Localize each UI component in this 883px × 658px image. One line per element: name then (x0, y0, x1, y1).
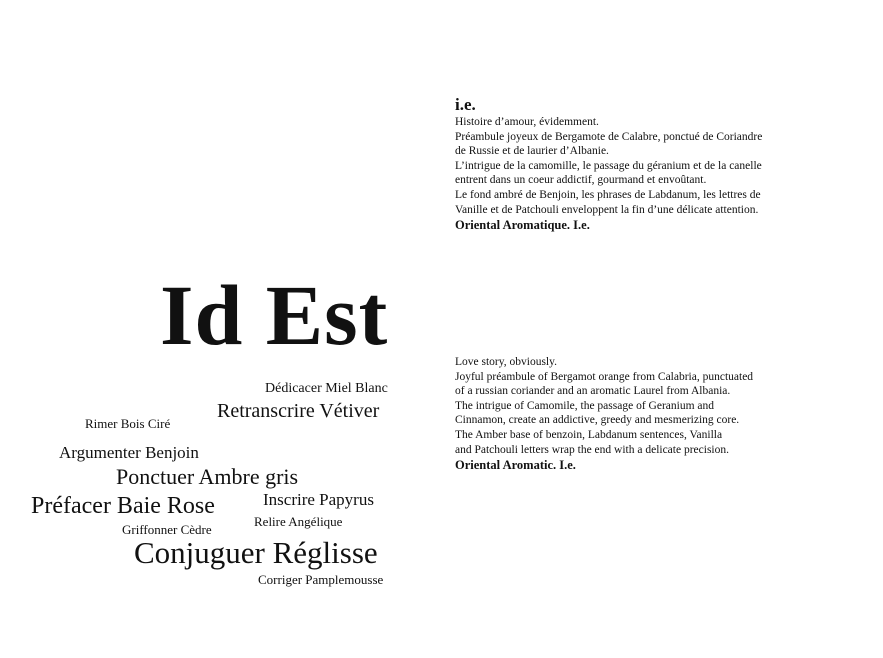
page-title: Id Est (160, 267, 389, 363)
word-corriger-pamplemousse: Corriger Pamplemousse (258, 572, 384, 587)
word-retranscrire-vetiver: Retranscrire Vétiver (217, 400, 380, 422)
word-griffonner-cedre: Griffonner Cèdre (122, 522, 212, 537)
french-line: Vanille et de Patchouli enveloppent la fin d’une délicate attention. (455, 203, 759, 216)
english-line: The intrigue of Camomile, the passage of Geranium and (455, 399, 714, 412)
english-line: The Amber base of benzoin, Labdanum sentences, Vanilla (455, 428, 723, 441)
french-line: L’intrigue de la camomille, le passage du géranium et de la canelle (455, 159, 762, 172)
word-ponctuer-ambre-gris: Ponctuer Ambre gris (116, 464, 299, 489)
french-line: Histoire d’amour, évidemment. (455, 116, 599, 128)
english-line: Cinnamon, create an addictive, greedy and mesmerizing core. (455, 414, 740, 427)
word-relire-angelique: Relire Angélique (254, 514, 343, 529)
french-description (455, 95, 762, 234)
word-inscrire-papyrus: Inscrire Papyrus (263, 490, 374, 509)
french-signature: Oriental Aromatique. I.e. (455, 218, 590, 233)
english-line: and Patchouli letters wrap the end with a delicate precision. (455, 443, 729, 456)
english-line: Joyful préambule of Bergamot orange from Calabria, punctuated (455, 370, 754, 383)
word-dedicacer-miel-blanc: Dédicacer Miel Blanc (265, 381, 388, 396)
french-heading: i.e. (455, 95, 476, 114)
word-rimer-bois-cire: Rimer Bois Ciré (85, 416, 171, 431)
english-line: Love story, obviously. (455, 356, 558, 368)
french-line: entrent dans un coeur addictif, gourmand et envoûtant. (455, 174, 707, 187)
french-line: de Russie et de laurier d’Albanie. (455, 145, 609, 158)
french-line: Préambule joyeux de Bergamote de Calabre, ponctué de Coriandre (455, 130, 763, 143)
word-argumenter-benjoin: Argumenter Benjoin (59, 443, 199, 462)
word-conjuguer-reglisse: Conjuguer Réglisse (134, 535, 378, 570)
english-signature: Oriental Aromatic. I.e. (455, 458, 576, 473)
english-line: of a russian coriander and an aromatic Laurel from Albania. (455, 385, 731, 398)
french-line: Le fond ambré de Benjoin, les phrases de Labdanum, les lettres de (455, 188, 761, 201)
english-description (455, 355, 753, 474)
word-prefacer-baie-rose: Préfacer Baie Rose (31, 493, 215, 519)
